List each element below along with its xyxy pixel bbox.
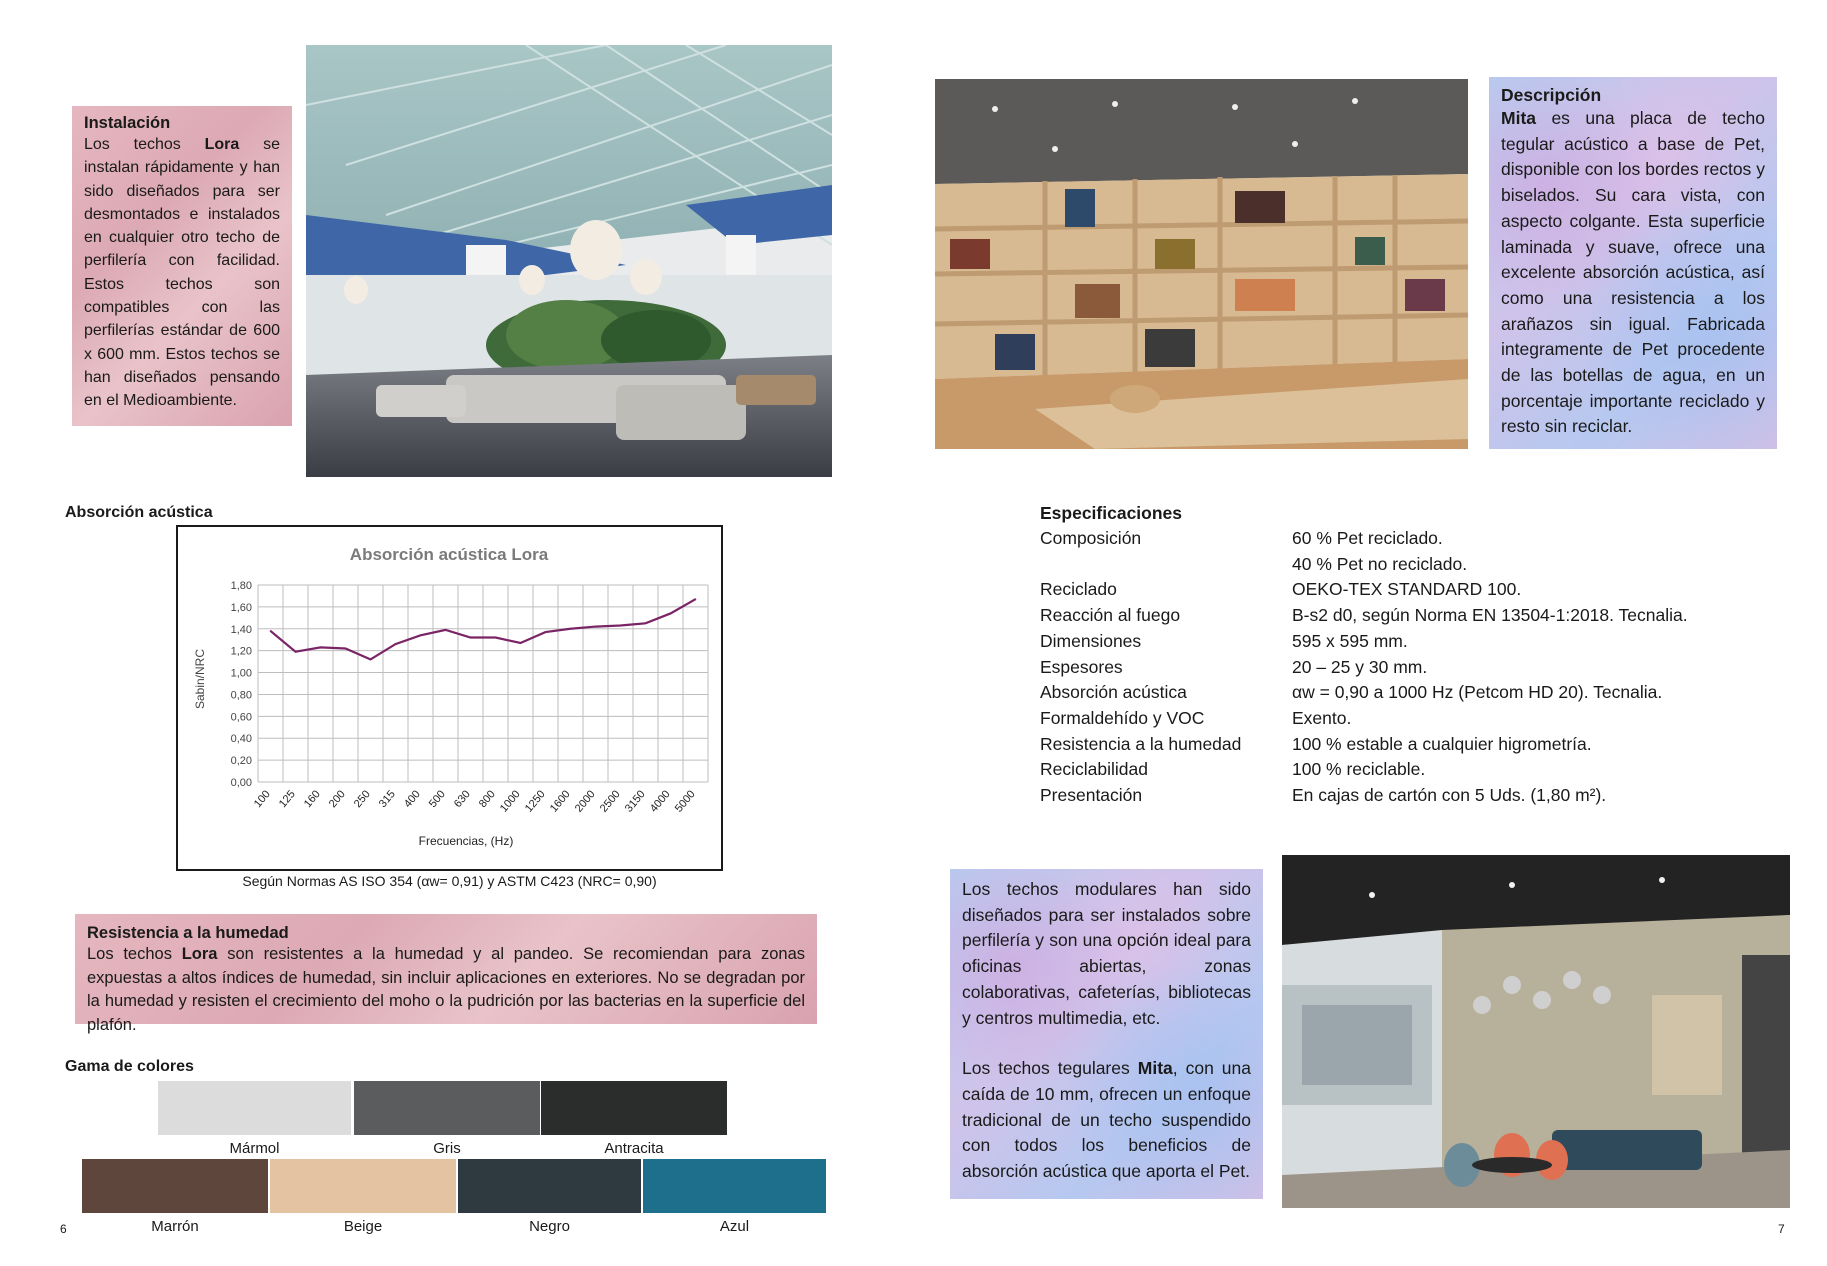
- chart-point: [345, 648, 347, 650]
- chart-point: [420, 635, 422, 637]
- color-swatch-3: [541, 1081, 727, 1135]
- chart-point: [670, 613, 672, 615]
- chart-point: [270, 630, 272, 632]
- chart-y-tick-label: 1,00: [230, 667, 252, 680]
- chart-x-tick-label: 250: [351, 788, 373, 810]
- absorption-chart: [178, 527, 721, 869]
- chart-x-tick-label: 1600: [547, 788, 573, 815]
- humidity-text: Los techos Lora son resistentes a la humedad y al pandeo. Se recomiendan para zonas expuestas a altos índices de humedad, sin incluir aplicaciones en exteriores. No se degradan por la humedad y resisten el crecimiento del moho o la pudrición por las bacterias en la superficie del plafón.: [87, 945, 805, 1034]
- spec-label: Reciclado: [1040, 579, 1117, 600]
- chart-x-tick-label: 3150: [622, 788, 648, 815]
- chart-y-tick-label: 0,20: [230, 755, 252, 768]
- color-swatch-label: Mármol: [229, 1140, 280, 1157]
- lobby-illustration: [1282, 855, 1790, 1208]
- chart-x-tick-label: 160: [301, 788, 323, 810]
- spec-value: OEKO-TEX STANDARD 100.: [1292, 579, 1522, 600]
- installation-text: Los techos Lora se instalan rápidamente y han sido diseñados para ser desmontados e instalados en cualquier otro techo de perfilería con facilidad. Estos techos son compatibles con las perfilerías estándar de 600 x 600 mm. Estos techos se han diseñados pensando en el Medioambiente.: [84, 136, 281, 410]
- color-swatch-4: [82, 1159, 268, 1213]
- spec-label: Espesores: [1040, 656, 1123, 677]
- chart-title: Absorción acústica Lora: [349, 545, 549, 564]
- chart-y-tick-label: 1,40: [230, 623, 252, 636]
- chart-x-tick-label: 400: [401, 788, 423, 810]
- color-swatch-5: [270, 1159, 456, 1213]
- library-photo: [935, 79, 1468, 449]
- spec-value: 100 % estable a cualquier higrometría.: [1292, 733, 1592, 754]
- spec-label: Composición: [1040, 528, 1142, 548]
- chart-x-tick-label: 125: [276, 788, 298, 810]
- installation-box: [72, 106, 292, 426]
- spec-value: αw = 0,90 a 1000 Hz (Petcom HD 20). Tecnalia.: [1292, 682, 1663, 703]
- chart-point: [620, 625, 622, 627]
- spec-value: 595 x 595 mm.: [1292, 630, 1408, 651]
- spec-value: 20 – 25 y 30 mm.: [1292, 656, 1428, 677]
- chart-point: [570, 628, 572, 630]
- lobby-photo: [1282, 855, 1790, 1208]
- chart-x-tick-label: 5000: [672, 788, 698, 815]
- spec-value: 100 % reciclable.: [1292, 759, 1426, 780]
- chart-point: [695, 598, 697, 600]
- chart-point: [370, 659, 372, 661]
- description-text: Mita es una placa de techo tegular acústico a base de Pet, disponible con los bordes rectos y biselados. Su cara vista, con aspecto colgante. Esta superficie laminada y suave, ofrece una excelente absorción acústica, así como una resistencia a los arañazos sin igual. Fabricada integramente de Pet procedente de las botellas de agua, en un porcentaje importante reciclado y resto sin reciclar.: [1501, 108, 1765, 437]
- description-title: Descripción: [1501, 85, 1602, 105]
- color-swatch-6: [458, 1159, 641, 1213]
- chart-y-tick-label: 1,60: [230, 601, 252, 614]
- library-illustration: [935, 79, 1468, 449]
- chart-point: [545, 631, 547, 633]
- spec-value: 40 % Pet no reciclado.: [1292, 553, 1468, 574]
- spec-label: Resistencia a la humedad: [1040, 733, 1242, 754]
- office-lounge-photo: [306, 45, 832, 477]
- description-box: [1489, 77, 1777, 449]
- color-swatch-label: Negro: [529, 1218, 570, 1235]
- spec-label: Reacción al fuego: [1040, 605, 1181, 626]
- humidity-title: Resistencia a la humedad: [87, 924, 289, 942]
- page-number-right: 7: [1778, 1222, 1785, 1236]
- color-swatch-label: Antracita: [604, 1140, 664, 1157]
- chart-point: [295, 651, 297, 653]
- humidity-box: [75, 914, 817, 1034]
- chart-point: [470, 637, 472, 639]
- chart-point: [445, 629, 447, 631]
- chart-x-tick-label: 500: [426, 788, 448, 810]
- colors-heading: Gama de colores: [65, 1058, 194, 1075]
- chart-point: [320, 647, 322, 649]
- absorption-heading: Absorción acústica: [65, 504, 213, 521]
- spec-value: En cajas de cartón con 5 Uds. (1,80 m²).: [1292, 785, 1607, 805]
- chart-x-tick-label: 200: [326, 788, 348, 810]
- chart-x-tick-label: 630: [451, 788, 473, 810]
- spec-label: Formaldehído y VOC: [1040, 707, 1205, 728]
- color-swatch-2: [354, 1081, 540, 1135]
- office-lounge-illustration: [306, 45, 832, 477]
- color-swatch-label: Marrón: [151, 1218, 199, 1235]
- color-swatch-1: [158, 1081, 351, 1135]
- spec-value: Exento.: [1292, 707, 1352, 728]
- chart-y-axis-label: Sabin/NRC: [193, 648, 207, 710]
- chart-x-axis-label: Frecuencias, (Hz): [418, 834, 514, 848]
- chart-y-tick-label: 0,60: [230, 711, 252, 724]
- chart-caption: Según Normas AS ISO 354 (αw= 0,91) y ASTM C423 (NRC= 0,90): [242, 873, 657, 889]
- color-swatch-7: [643, 1159, 826, 1213]
- chart-y-tick-label: 0,40: [230, 733, 252, 746]
- chart-y-tick-label: 1,20: [230, 645, 252, 658]
- modular-ceilings-p2: Los techos tegulares Mita, con una caída de 10 mm, ofrecen un enfoque tradicional de un techo suspendido con todos los beneficios de absorción acústica que aporta el Pet.: [962, 1058, 1252, 1182]
- spec-value: 60 % Pet reciclado.: [1292, 528, 1443, 548]
- chart-point: [495, 637, 497, 639]
- modular-ceilings-p1: Los techos modulares han sido diseñados para ser instalados sobre perfilería y son una opción ideal para oficinas abiertas, zonas colaborativas, cafeterías, bibliotecas y centros multimedia, etc.: [962, 879, 1251, 1028]
- chart-x-tick-label: 4000: [647, 788, 673, 815]
- chart-point: [645, 623, 647, 625]
- color-swatch-label: Beige: [343, 1218, 383, 1235]
- chart-x-tick-label: 2000: [572, 788, 598, 815]
- color-swatch-label: Azul: [719, 1218, 750, 1235]
- chart-x-tick-label: 100: [251, 788, 273, 810]
- chart-x-tick-label: 2500: [597, 788, 623, 815]
- chart-y-tick-label: 1,80: [230, 580, 252, 592]
- modular-ceilings-box: [950, 869, 1263, 1199]
- spec-label: Presentación: [1040, 785, 1143, 805]
- spec-label: Dimensiones: [1040, 630, 1142, 651]
- color-swatch-label: Gris: [433, 1140, 461, 1157]
- chart-x-tick-label: 1000: [497, 788, 523, 815]
- spec-label: Reciclabilidad: [1040, 759, 1148, 780]
- chart-point: [395, 643, 397, 645]
- spec-label: Absorción acústica: [1040, 682, 1187, 703]
- page-number-left: 6: [60, 1222, 67, 1236]
- chart-point: [595, 626, 597, 628]
- spec-value: B-s2 d0, según Norma EN 13504-1:2018. Tecnalia.: [1292, 605, 1688, 626]
- chart-point: [520, 642, 522, 644]
- absorption-chart-frame: [176, 525, 723, 871]
- chart-y-tick-label: 0,80: [230, 689, 252, 702]
- chart-x-tick-label: 315: [376, 788, 398, 810]
- installation-title: Instalación: [84, 114, 171, 132]
- chart-x-tick-label: 1250: [522, 788, 548, 815]
- chart-x-tick-label: 800: [476, 788, 498, 810]
- chart-y-tick-label: 0,00: [230, 777, 252, 789]
- specifications-title: Especificaciones: [1040, 503, 1183, 523]
